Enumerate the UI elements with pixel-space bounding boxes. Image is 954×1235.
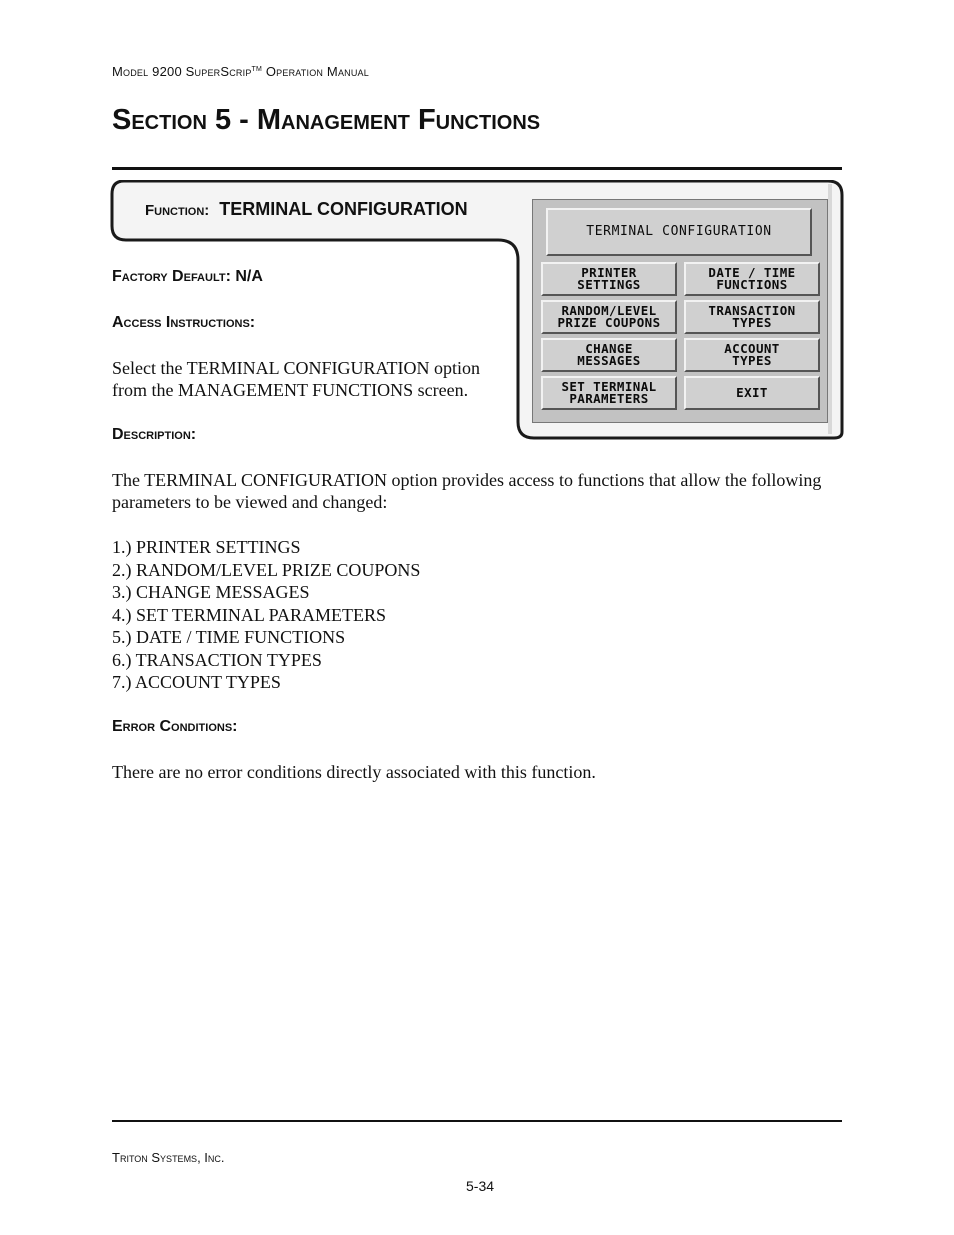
screen-title-panel (546, 208, 812, 256)
random-level-prize-coupons-label: RANDOM/LEVEL PRIZE COUPONS (557, 303, 661, 330)
function-name: TERMINAL CONFIGURATION (219, 199, 468, 219)
description-label: Description: (112, 426, 197, 443)
exit-button[interactable] (684, 376, 820, 410)
list-item: 3.) CHANGE MESSAGES (112, 582, 310, 602)
footer-divider (112, 1120, 842, 1122)
account-types-label: ACCOUNT TYPES (724, 341, 780, 368)
exit-label: EXIT (736, 385, 768, 400)
function-prefix: Function: (145, 202, 210, 219)
parameter-list (112, 536, 420, 694)
title-divider (112, 167, 842, 170)
random-level-prize-coupons-button[interactable] (541, 300, 677, 334)
transaction-types-button[interactable] (684, 300, 820, 334)
transaction-types-label: TRANSACTION TYPES (708, 303, 796, 330)
page-number: 5-34 (466, 1178, 495, 1194)
access-instructions-heading (112, 314, 255, 332)
running-header (112, 64, 369, 79)
printer-settings-label: PRINTER SETTINGS (577, 265, 641, 292)
change-messages-label: CHANGE MESSAGES (577, 341, 641, 368)
list-item: 2.) RANDOM/LEVEL PRIZE COUPONS (112, 559, 421, 580)
factory-default-value: N/A (230, 268, 263, 285)
error-conditions-heading (112, 718, 238, 736)
screen-title-label: TERMINAL CONFIGURATION (586, 224, 772, 239)
function-label (145, 199, 468, 220)
date-time-functions-label: DATE / TIME FUNCTIONS (708, 265, 796, 292)
factory-default-label: Factory Default: (112, 268, 231, 285)
header-model: Model 9200 SuperScrip (112, 64, 252, 79)
terminal-screen (532, 199, 828, 423)
list-item: 4.) SET TERMINAL PARAMETERS (112, 604, 387, 625)
date-time-functions-button[interactable] (684, 262, 820, 296)
error-conditions-label: Error Conditions: (112, 718, 238, 735)
set-terminal-parameters-label: SET TERMINAL PARAMETERS (561, 379, 657, 406)
printer-settings-button[interactable] (541, 262, 677, 296)
header-manual: Operation Manual (262, 64, 369, 79)
factory-default-heading (112, 268, 263, 286)
section-title: Section 5 - Management Functions (112, 104, 541, 136)
access-instructions-label: Access Instructions: (112, 314, 256, 331)
trademark-mark: TM (251, 66, 263, 73)
account-types-button[interactable] (684, 338, 820, 372)
set-terminal-parameters-button[interactable] (541, 376, 677, 410)
error-conditions-text: There are no error conditions directly associated with this function. (112, 762, 596, 782)
description-text: The TERMINAL CONFIGURATION option provides access to functions that allow the following parameters to be viewed and changed: (112, 470, 822, 512)
change-messages-button[interactable] (541, 338, 677, 372)
footer-company: Triton Systems, Inc. (112, 1150, 225, 1165)
list-item: 7.) ACCOUNT TYPES (112, 672, 281, 692)
access-instructions-text: Select the TERMINAL CONFIGURATION option from the MANAGEMENT FUNCTIONS screen. (112, 358, 480, 400)
list-item: 6.) TRANSACTION TYPES (112, 649, 322, 670)
description-heading (112, 426, 196, 444)
list-item: 1.) PRINTER SETTINGS (112, 537, 301, 557)
list-item: 5.) DATE / TIME FUNCTIONS (112, 627, 346, 647)
